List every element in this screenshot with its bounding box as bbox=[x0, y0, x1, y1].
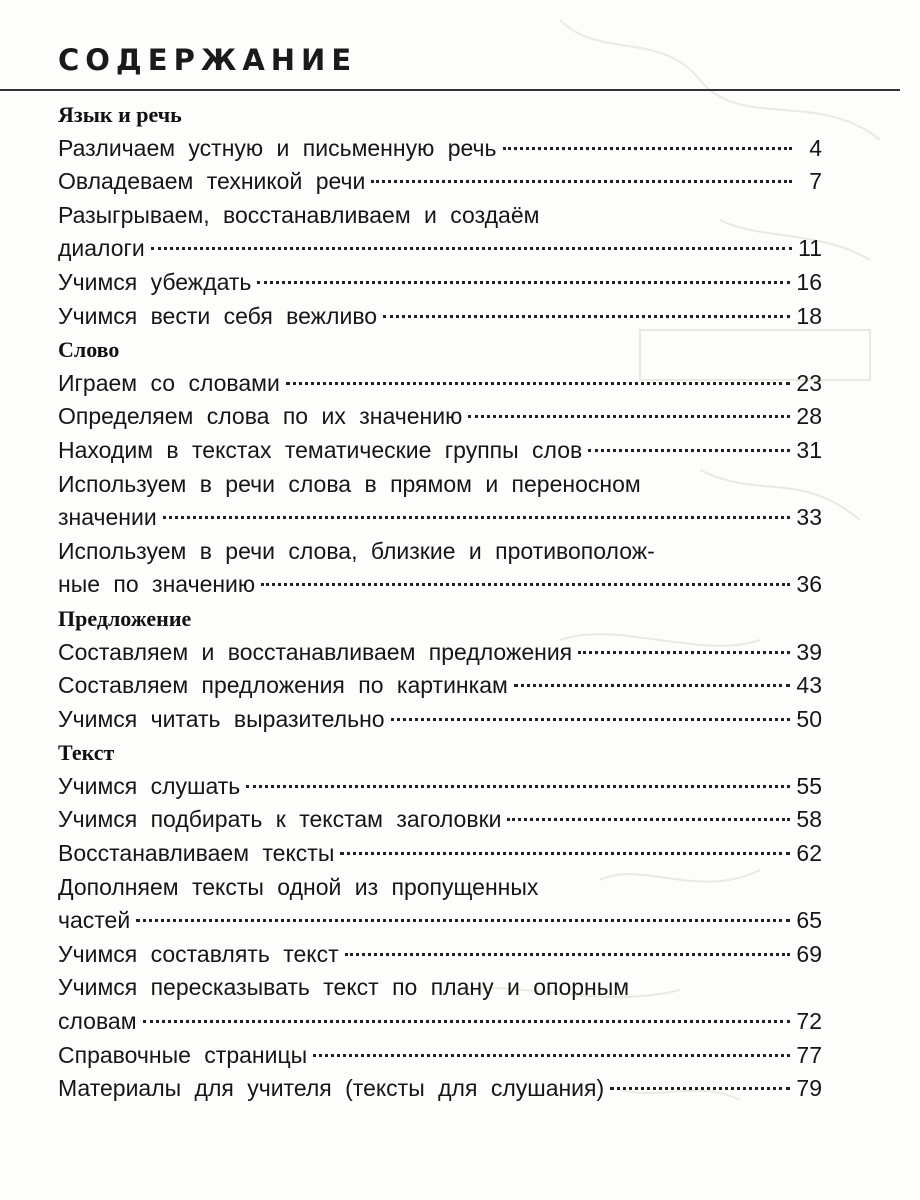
page-number: 58 bbox=[796, 806, 822, 833]
entry-title-line: диалоги bbox=[58, 235, 145, 262]
entry-title-line: Составляем предложения по картинкам bbox=[58, 672, 508, 699]
entry-title-line: словам bbox=[58, 1008, 137, 1035]
entry-title-line: значении bbox=[58, 504, 157, 531]
toc-entry[interactable] bbox=[58, 266, 822, 300]
dot-leader bbox=[143, 1020, 791, 1023]
toc-entry[interactable] bbox=[58, 1039, 822, 1073]
page-number: 4 bbox=[809, 134, 822, 161]
dot-leader bbox=[610, 1087, 790, 1090]
entry-title-line: Находим в текстах тематические группы слов bbox=[58, 436, 583, 463]
dot-leader bbox=[391, 718, 791, 721]
dot-leader bbox=[136, 919, 790, 922]
toc-entry[interactable] bbox=[58, 132, 822, 166]
toc-entry[interactable] bbox=[58, 938, 822, 972]
entry-title-line: Играем со словами bbox=[58, 369, 280, 396]
dot-leader bbox=[340, 852, 790, 855]
page-number: 33 bbox=[796, 504, 822, 531]
toc-entry[interactable] bbox=[58, 669, 822, 703]
dot-leader bbox=[313, 1054, 790, 1057]
entry-title-line: Разыгрываем, восстанавливаем и создаём bbox=[58, 201, 540, 228]
entry-title-line: Справочные страницы bbox=[58, 1041, 308, 1068]
section-heading: Слово bbox=[58, 337, 120, 363]
dot-leader bbox=[261, 583, 790, 586]
section-heading: Предложение bbox=[58, 605, 192, 631]
page-number: 39 bbox=[796, 638, 822, 665]
dot-leader bbox=[163, 516, 791, 519]
page-number: 28 bbox=[796, 403, 822, 430]
page-number: 77 bbox=[796, 1041, 822, 1068]
toc-entry[interactable] bbox=[58, 636, 822, 670]
page-number: 36 bbox=[796, 571, 822, 598]
page-number: 72 bbox=[796, 1008, 822, 1035]
dot-leader bbox=[503, 147, 792, 150]
page-number: 43 bbox=[796, 672, 822, 699]
toc-entry[interactable] bbox=[58, 535, 822, 602]
page-number: 50 bbox=[796, 705, 822, 732]
toc-entry[interactable] bbox=[58, 367, 822, 401]
dot-leader bbox=[345, 953, 791, 956]
contents-title: СОДЕРЖАНИЕ bbox=[58, 43, 358, 77]
page-number: 65 bbox=[796, 907, 822, 934]
page-number: 62 bbox=[796, 840, 822, 867]
dot-leader bbox=[246, 785, 790, 788]
page-number: 18 bbox=[796, 302, 822, 329]
title-underline bbox=[0, 89, 900, 91]
page-number: 11 bbox=[798, 235, 822, 262]
dot-leader bbox=[578, 651, 790, 654]
entry-title-line: Материалы для учителя (тексты для слушания) bbox=[58, 1075, 605, 1102]
entry-title-line: частей bbox=[58, 907, 131, 934]
toc-entry[interactable] bbox=[58, 703, 822, 737]
entry-title-line: Учимся составлять текст bbox=[58, 940, 339, 967]
toc-entry[interactable] bbox=[58, 803, 822, 837]
dot-leader bbox=[383, 315, 790, 318]
entry-title-line: Учимся подбирать к текстам заголовки bbox=[58, 806, 502, 833]
entry-title-line: Учимся вести себя вежливо bbox=[58, 302, 378, 329]
entry-title-line: Составляем и восстанавливаем предложения bbox=[58, 638, 573, 665]
dot-leader bbox=[468, 415, 790, 418]
entry-title-line: Используем в речи слова, близкие и противополож- bbox=[58, 537, 655, 564]
toc-entry[interactable] bbox=[58, 770, 822, 804]
toc-entry[interactable] bbox=[58, 468, 822, 535]
toc-entry[interactable] bbox=[58, 971, 822, 1038]
toc-list bbox=[58, 98, 822, 1106]
dot-leader bbox=[286, 382, 791, 385]
dot-leader bbox=[151, 247, 792, 250]
page-number: 23 bbox=[796, 369, 822, 396]
page-number: 79 bbox=[796, 1075, 822, 1102]
toc-entry[interactable] bbox=[58, 165, 822, 199]
toc-entry[interactable] bbox=[58, 199, 822, 266]
entry-title-line: Восстанавливаем тексты bbox=[58, 840, 335, 867]
entry-title-line: Используем в речи слова в прямом и переносном bbox=[58, 470, 641, 497]
section-heading: Текст bbox=[58, 740, 115, 766]
toc-entry[interactable] bbox=[58, 434, 822, 468]
page-number: 55 bbox=[796, 772, 822, 799]
page-number: 31 bbox=[796, 436, 822, 463]
dot-leader bbox=[588, 449, 790, 452]
entry-title-line: Учимся пересказывать текст по плану и опорным bbox=[58, 974, 630, 1001]
table-of-contents-page bbox=[58, 38, 822, 1102]
toc-entry[interactable] bbox=[58, 837, 822, 871]
entry-title-line: Определяем слова по их значению bbox=[58, 403, 463, 430]
dot-leader bbox=[507, 818, 790, 821]
toc-entry[interactable] bbox=[58, 1072, 822, 1106]
entry-title-line: ные по значению bbox=[58, 571, 256, 598]
entry-title-line: Учимся убеждать bbox=[58, 268, 252, 295]
entry-title-line: Различаем устную и письменную речь bbox=[58, 134, 497, 161]
toc-entry[interactable] bbox=[58, 871, 822, 938]
dot-leader bbox=[514, 684, 791, 687]
page-number: 16 bbox=[796, 268, 822, 295]
toc-entry[interactable] bbox=[58, 400, 822, 434]
dot-leader bbox=[257, 281, 790, 284]
dot-leader bbox=[371, 180, 792, 183]
page-number: 7 bbox=[809, 168, 822, 195]
entry-title-line: Дополняем тексты одной из пропущенных bbox=[58, 873, 539, 900]
entry-title-line: Овладеваем техникой речи bbox=[58, 168, 366, 195]
entry-title-line: Учимся читать выразительно bbox=[58, 705, 385, 732]
page-number: 69 bbox=[796, 940, 822, 967]
entry-title-line: Учимся слушать bbox=[58, 772, 241, 799]
toc-entry[interactable] bbox=[58, 300, 822, 334]
section-heading: Язык и речь bbox=[58, 102, 182, 127]
